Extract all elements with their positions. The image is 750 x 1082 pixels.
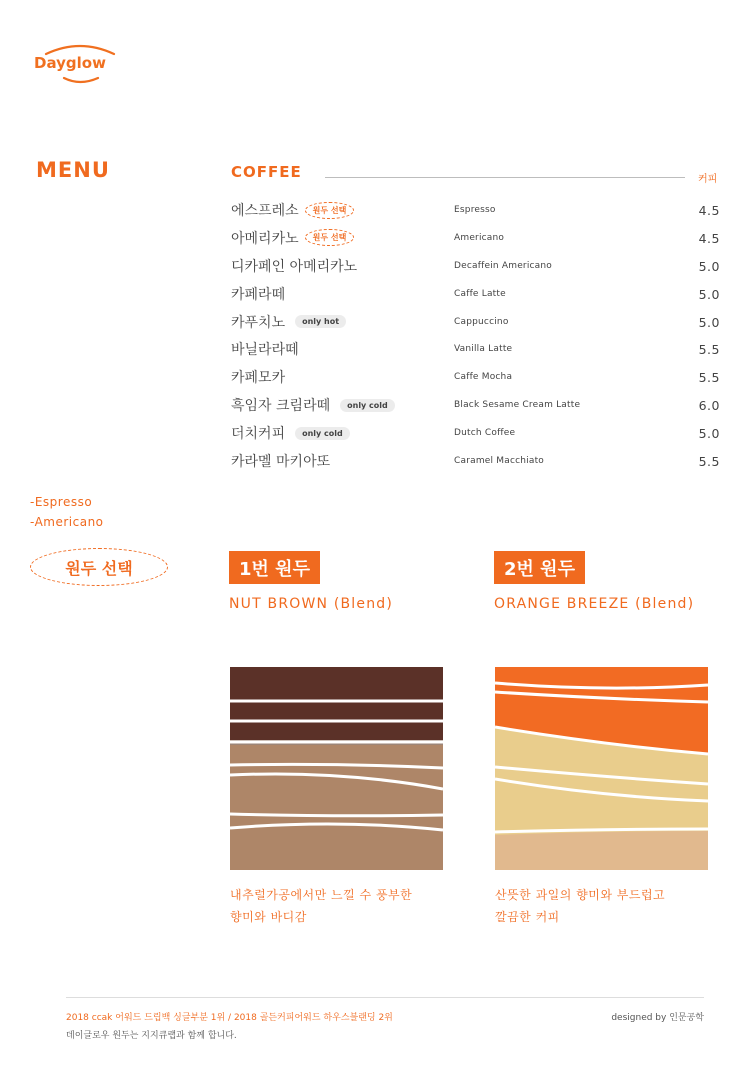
item-name-en: Caffe Mocha [454, 372, 513, 383]
item-price: 5.5 [698, 454, 720, 470]
item-name-ko: 흑임자 크림라떼 [231, 398, 331, 415]
blend-1-swatch [230, 667, 443, 870]
menu-item [231, 391, 726, 419]
blend-2-swatch [495, 667, 708, 870]
section-divider [325, 177, 685, 178]
item-price: 6.0 [698, 398, 720, 414]
applies-item: -Americano [30, 515, 104, 529]
item-name-en: Caffe Latte [454, 288, 506, 299]
menu-item [231, 252, 726, 280]
menu-item [231, 419, 726, 447]
bean-choice-tag: 원두 선택 [305, 202, 355, 219]
brand-logo [34, 42, 124, 86]
item-name-en: Decaffein Americano [454, 260, 553, 271]
menu-item [231, 447, 726, 475]
blend-1-label: 1번 원두 [229, 551, 320, 584]
blend-2-name: ORANGE BREEZE (Blend) [494, 596, 695, 612]
price-column-header: 커피 [698, 174, 718, 185]
blend-2-description [495, 884, 665, 928]
item-name-en: Espresso [454, 205, 496, 215]
item-name-ko: 카페모카 [231, 370, 286, 387]
bean-choice-badge: 원두 선택 [30, 548, 168, 586]
item-name-ko: 카라멜 마키아또 [231, 454, 331, 471]
menu-item [231, 335, 726, 363]
item-price: 4.5 [698, 230, 720, 246]
menu-item [231, 363, 726, 391]
item-name-en: Dutch Coffee [454, 428, 516, 439]
temperature-tag: only hot [295, 315, 346, 328]
temperature-tag: only cold [295, 427, 350, 440]
menu-title: MENU [36, 158, 110, 182]
coffee-menu-list [231, 196, 726, 475]
description-line: 내추럴가공에서만 느낄 수 풍부한 [230, 888, 413, 902]
footer-credit: designed by 인문공학 [611, 1013, 704, 1023]
bean-choice-tag: 원두 선택 [305, 229, 355, 246]
item-price: 4.5 [698, 203, 720, 218]
blend-1-name: NUT BROWN (Blend) [229, 596, 394, 612]
item-name-en: Caramel Macchiato [454, 456, 545, 467]
item-price: 5.0 [698, 426, 720, 442]
coffee-section-title: COFFEE [231, 163, 302, 181]
description-line: 깔끔한 커피 [495, 910, 560, 924]
item-price: 5.5 [698, 342, 720, 358]
menu-item [231, 224, 726, 252]
blend-1-description [230, 884, 412, 928]
item-price: 5.5 [698, 370, 720, 386]
menu-item [231, 280, 726, 308]
bean-choice-applies-list [30, 492, 104, 532]
swatch-top-band [230, 667, 443, 740]
item-name-ko: 카페라떼 [231, 286, 286, 303]
menu-item [231, 196, 726, 224]
footer-divider [66, 997, 704, 998]
item-name-ko: 더치커피 [231, 426, 286, 443]
brand-name: Dayglow [34, 54, 106, 72]
menu-item [231, 308, 726, 336]
footer-awards: 2018 ccak 어워드 드립백 싱글부분 1위 / 2018 골든커피어워드 하우스블랜딩 2위 [66, 1013, 393, 1023]
item-price: 5.0 [698, 314, 720, 330]
item-name-ko: 디카페인 아메리카노 [231, 258, 358, 275]
description-line: 향미와 바디감 [230, 910, 307, 924]
blend-2-label: 2번 원두 [494, 551, 585, 584]
item-name-ko: 에스프레소 [231, 203, 299, 219]
item-name-ko: 바닐라라떼 [231, 342, 299, 359]
footer-note: 데이글로우 원두는 지지큐랩과 함께 합니다. [66, 1031, 237, 1041]
description-line: 산뜻한 과일의 향미와 부드럽고 [495, 888, 666, 902]
item-price: 5.0 [698, 286, 720, 302]
temperature-tag: only cold [340, 399, 395, 412]
item-name-en: Americano [454, 232, 505, 243]
item-name-en: Black Sesame Cream Latte [454, 400, 581, 411]
item-price: 5.0 [698, 258, 720, 274]
item-name-en: Cappuccino [454, 316, 509, 327]
applies-item: -Espresso [30, 495, 93, 509]
item-name-ko: 아메리카노 [231, 230, 299, 247]
item-name-en: Vanilla Latte [454, 344, 513, 355]
item-name-ko: 카푸치노 [231, 314, 286, 331]
